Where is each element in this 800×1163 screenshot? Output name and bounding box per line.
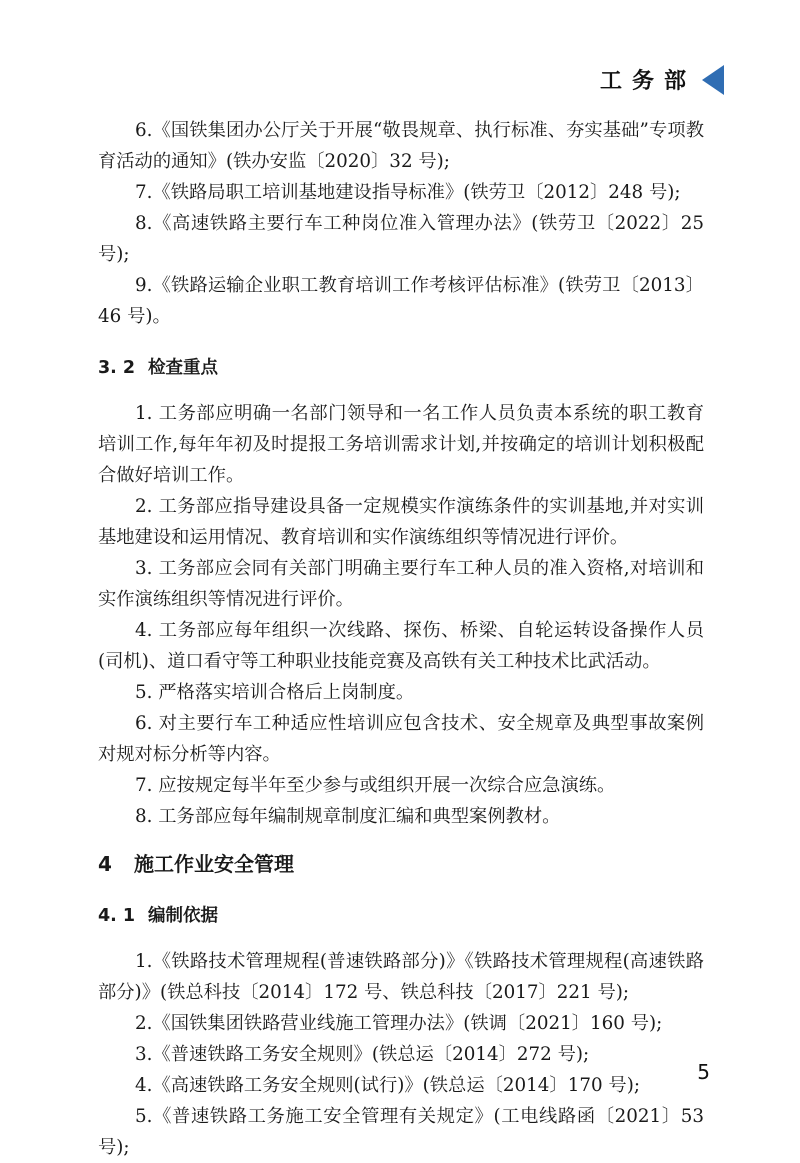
list-item: 3. 工务部应会同有关部门明确主要行车工种人员的准入资格,对培训和实作演练组织等情况进行评价。 [98,558,704,610]
chapter-title: 施工作业安全管理 [134,852,294,876]
section-title: 编制依据 [148,906,218,926]
list-item: 7. 应按规定每半年至少参与或组织开展一次综合应急演练。 [135,775,616,796]
chapter-heading-4 [98,849,704,880]
list-item: 6. 对主要行车工种适应性培训应包含技术、安全规章及典型事故案例对规对标分析等内容。 [98,713,704,765]
list-item: 8.《高速铁路主要行车工种岗位准入管理办法》(铁劳卫〔2022〕25 号); [98,213,704,265]
list-item: 9.《铁路运输企业职工教育培训工作考核评估标准》(铁劳卫〔2013〕46 号)。 [98,275,704,327]
list-item: 7.《铁路局职工培训基地建设指导标准》(铁劳卫〔2012〕248 号); [135,182,681,203]
section-title: 检查重点 [148,358,218,378]
page-body [98,115,704,1163]
section-heading-4-1 [98,901,704,932]
list-item: 3.《普速铁路工务安全规则》(铁总运〔2014〕272 号); [135,1044,590,1065]
section-heading-3-2 [98,353,704,384]
list-item: 8. 工务部应每年编制规章制度汇编和典型案例教材。 [135,806,561,827]
list-item: 4.《高速铁路工务安全规则(试行)》(铁总运〔2014〕170 号); [135,1075,640,1096]
list-item: 1.《铁路技术管理规程(普速铁路部分)》《铁路技术管理规程(高速铁路部分)》(铁总科技〔2014〕172 号、铁总科技〔2017〕221 号); [98,951,704,1003]
list-item: 4. 工务部应每年组织一次线路、探伤、桥梁、自轮运转设备操作人员(司机)、道口看守等工种职业技能竞赛及高铁有关工种技术比武活动。 [98,620,704,672]
header-title: 工务部 [599,69,696,94]
list-item: 5. 严格落实培训合格后上岗制度。 [135,682,415,703]
chapter-number: 4 [98,852,112,876]
section-number: 4. 1 [98,906,136,926]
list-item: 6.《国铁集团办公厅关于开展“敬畏规章、执行标准、夯实基础”专项教育活动的通知》(铁办安监〔2020〕32 号); [98,120,704,172]
list-item: 1. 工务部应明确一名部门领导和一名工作人员负责本系统的职工教育培训工作,每年年初及时提报工务培训需求计划,并按确定的培训计划积极配合做好培训工作。 [98,403,704,486]
page-number: 5 [697,1060,710,1084]
section-number: 3. 2 [98,358,136,378]
running-header [600,64,724,95]
list-item: 5.《普速铁路工务施工安全管理有关规定》(工电线路函〔2021〕53 号); [98,1106,704,1158]
triangle-marker-icon [702,65,724,95]
list-item: 2.《国铁集团铁路营业线施工管理办法》(铁调〔2021〕160 号); [135,1013,663,1034]
list-item: 2. 工务部应指导建设具备一定规模实作演练条件的实训基地,并对实训基地建设和运用情况、教育培训和实作演练组织等情况进行评价。 [98,496,704,548]
